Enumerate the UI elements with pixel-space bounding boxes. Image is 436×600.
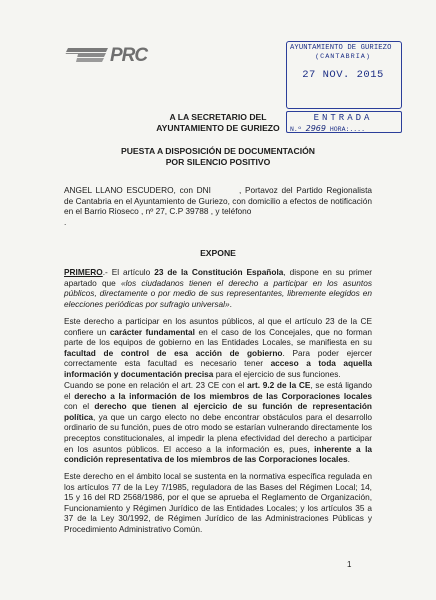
subject-line-2: POR SILENCIO POSITIVO <box>165 156 271 167</box>
paragraph-2 <box>64 316 372 380</box>
paragraph-lead: PRIMERO <box>64 267 103 277</box>
document-subject <box>0 146 436 167</box>
paragraph-4 <box>64 471 372 535</box>
p2-text-1: Este derecho a participar en los asuntos públicos, al que el artículo 23 de la CE confiere un <box>64 316 372 337</box>
p3-bold-2: derecho a la información de los miembros de las Corporaciones locales <box>74 390 372 401</box>
logo-text: PRC <box>110 44 148 66</box>
addressee-line-1: A LA SECRETARIO DEL <box>169 112 267 122</box>
prc-logo <box>64 44 156 66</box>
subject-line-1: PUESTA A DISPOSICIÓN DE DOCUMENTACIÓN <box>120 146 315 156</box>
stamp-entry-label: ENTRADA <box>313 113 373 123</box>
addressee-line-2: AYUNTAMIENTO DE GURIEZO <box>156 122 280 133</box>
p3-text-2: , se está ligando el <box>64 380 372 401</box>
intro-paragraph <box>64 185 372 227</box>
p3-bold-1: art. 9.2 de la CE <box>247 380 311 390</box>
page-number: 1 <box>347 560 352 569</box>
stamp-date: 27 NOV. 2015 <box>302 69 384 81</box>
p1-quote: «los ciudadanos tienen el derecho a participar en los asuntos públicos, directamente o por medio de sus representantes, libremente elegidos en elecciones periódicas por sufragio universal» <box>64 277 372 309</box>
p2-bold-3: acceso a toda aquella información y documentación precisa <box>64 358 372 379</box>
p3-text-5: . <box>347 454 350 465</box>
intro-details: , Portavoz del Partido Regionalista de Cantabria en el Ayuntamiento de Guriezo, con domicilio a efectos de notificación en el Barrio Rioseco , nº 27, C.P 39788 , y teléfono <box>64 185 372 217</box>
intro-end: . <box>64 216 67 227</box>
p2-text-4: para el ejercicio de sus funciones. <box>213 368 341 379</box>
stamp-hour-label: HORA <box>329 126 346 133</box>
p1-text-2: , dispone en su primer apartado que <box>64 267 372 288</box>
p3-text-4: , ya que un cargo electo no debe encontrar obstáculos para el desarrollo ordinario de su función, pues de otro modo se estarían vulnerando directamente los preceptos constitucionales, al impedir la plena efectividad del derecho a participar en los asuntos públicos. El acceso a la información es, pues, <box>64 411 372 454</box>
intro-name: ANGEL LLANO ESCUDERO, con DNI <box>64 185 211 195</box>
p3-bold-4: inherente a la condición representativa de los miembros de las Corporaciones locales <box>64 443 372 465</box>
p2-bold-1: carácter fundamental <box>109 326 195 337</box>
p1-bold-1: 23 de la Constitución Española <box>154 267 284 277</box>
stamp-number-value: 2969 <box>305 124 326 133</box>
prc-logo-mark-icon <box>64 48 108 62</box>
p3-text-1: Cuando se pone en relación el art. 23 CE con el <box>64 380 248 390</box>
p1-text-3: . <box>229 298 232 309</box>
p4-text: Este derecho en el ámbito local se sustenta en la normativa específica regulada en los artículos 77 de la Ley 7/1985, reguladora de las Bases del Régimen Local; 14, 15 y 16 del RD 2568/1986, por el que se aprueba el Reglamento de Organización, Funcionamiento y Régimen Jurídico de las Entidades Locales; y los artículos 35 a 37 de la Ley 30/1992, de Régimen Jurídico de las Administraciones Públicas y Procedimiento Administrativo Común. <box>64 471 372 534</box>
stamp-organization: AYUNTAMIENTO DE GURIEZO <box>290 44 392 52</box>
stamp-number-line: N.º 2969 HORA:.... <box>290 124 365 133</box>
p2-bold-2: facultad de control de esa acción de gobierno <box>64 347 283 358</box>
paragraph-primero <box>64 267 372 309</box>
p2-text-3: . Para poder ejercer correctamente esta facultad es necesario tener <box>64 347 372 369</box>
stamp-number-label: N.º <box>290 126 302 133</box>
paragraph-3 <box>64 380 372 465</box>
p1-text-1: .- El artículo <box>102 267 155 277</box>
p3-text-3: con el <box>64 401 95 412</box>
p2-text-2: en el caso de los Concejales, que no forman parte de los equipos de gobierno en las Entidades Locales, se manifiesta en su <box>64 326 373 348</box>
addressee <box>0 112 436 133</box>
section-title: EXPONE <box>200 248 236 258</box>
stamp-region: (CANTABRIA) <box>315 53 371 61</box>
p3-bold-3: derecho que tienen al ejercicio de su función de representación política <box>64 401 372 422</box>
